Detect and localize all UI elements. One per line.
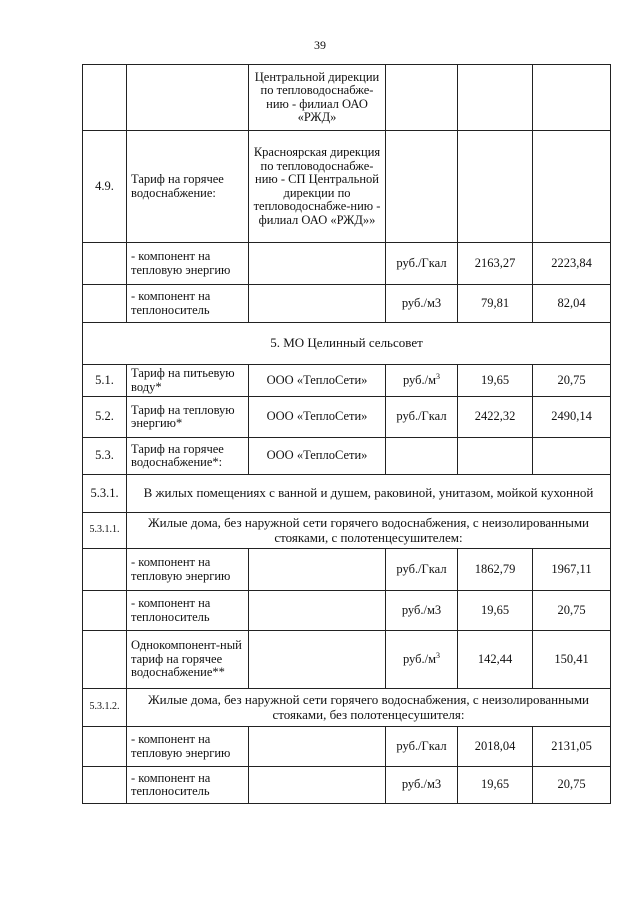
unit-cell: $руб./м^3$ [386, 631, 458, 689]
tariff-name: - компонент на теплоноситель [127, 285, 249, 323]
tariff-name: - компонент на теплоноситель [127, 767, 249, 804]
tariff-name: - компонент на тепловую энергию [127, 243, 249, 285]
value-2: 82,04 [533, 285, 611, 323]
section-row [83, 323, 611, 365]
value-1: 2018,04 [458, 727, 533, 767]
tariff-name: - компонент на тепловую энергию [127, 549, 249, 591]
value-2: 2131,05 [533, 727, 611, 767]
table-row [83, 727, 611, 767]
subsection-row [83, 689, 611, 727]
tariff-name: - компонент на тепловую энергию [127, 727, 249, 767]
row-number: 5.3.1. [83, 475, 127, 513]
tariff-table [82, 64, 611, 804]
table-row [83, 767, 611, 804]
value-2: 20,75 [533, 767, 611, 804]
table-row [83, 631, 611, 689]
value-1: 2422,32 [458, 397, 533, 438]
org-cell: ООО «ТеплоСети» [249, 438, 386, 475]
tariff-name: - компонент на теплоноситель [127, 591, 249, 631]
unit-cell: руб./Гкал [386, 549, 458, 591]
table-row [83, 397, 611, 438]
table-row [83, 65, 611, 131]
subsection-row [83, 475, 611, 513]
unit-cell: руб./м3 [386, 285, 458, 323]
table-row [83, 243, 611, 285]
table-row [83, 285, 611, 323]
value-2: 150,41 [533, 631, 611, 689]
value-2: 2223,84 [533, 243, 611, 285]
tariff-name: Тариф на тепловую энергию* [127, 397, 249, 438]
subsection-row [83, 513, 611, 549]
value-1: 19,65 [458, 767, 533, 804]
table-row [83, 549, 611, 591]
row-number: 4.9. [83, 131, 127, 243]
row-number: 5.2. [83, 397, 127, 438]
row-number: 5.3. [83, 438, 127, 475]
section-title: 5. МО Целинный сельсовет [83, 323, 611, 365]
org-cell: ООО «ТеплоСети» [249, 397, 386, 438]
unit-cell: руб./м3 [386, 591, 458, 631]
value-2: 2490,14 [533, 397, 611, 438]
unit-cell: руб./Гкал [386, 727, 458, 767]
value-1: 19,65 [458, 365, 533, 397]
value-1: 79,81 [458, 285, 533, 323]
subsection-title: В жилых помещениях с ванной и душем, раковиной, унитазом, мойкой кухонной [127, 475, 611, 513]
subsection-title: Жилые дома, без наружной сети горячего водоснабжения, с неизолированными стояками, с полотенцесушителем: [127, 513, 611, 549]
unit-cell: руб./Гкал [386, 243, 458, 285]
value-2: 1967,11 [533, 549, 611, 591]
row-number: 5.3.1.1. [83, 513, 127, 549]
unit-cell: руб./м3 [386, 767, 458, 804]
table-row [83, 131, 611, 243]
unit-cell: руб./Гкал [386, 397, 458, 438]
unit-cell: $руб./м^3$ [386, 365, 458, 397]
row-number: 5.3.1.2. [83, 689, 127, 727]
tariff-name: Однокомпонент-ный тариф на горячее водоснабжение** [127, 631, 249, 689]
page-number: 39 [314, 38, 326, 52]
value-1: 19,65 [458, 591, 533, 631]
subsection-title: Жилые дома, без наружной сети горячего водоснабжения, с неизолированными стояками, без полотенцесушителя: [127, 689, 611, 727]
tariff-name: Тариф на горячее водоснабжение*: [127, 438, 249, 475]
value-1: 2163,27 [458, 243, 533, 285]
org-cell: ООО «ТеплоСети» [249, 365, 386, 397]
value-2: 20,75 [533, 365, 611, 397]
org-cell: Красноярская дирекция по тепловодоснабже-нию - СП Центральной дирекции по тепловодоснабже-нию - филиал ОАО «РЖД»» [249, 131, 386, 243]
table-row [83, 438, 611, 475]
table-row [83, 591, 611, 631]
table-row [83, 365, 611, 397]
value-2: 20,75 [533, 591, 611, 631]
tariff-name: Тариф на горячее водоснабжение: [127, 131, 249, 243]
value-1: 1862,79 [458, 549, 533, 591]
value-1: 142,44 [458, 631, 533, 689]
org-cell: Центральной дирекции по тепловодоснабже-нию - филиал ОАО «РЖД» [249, 65, 386, 131]
row-number: 5.1. [83, 365, 127, 397]
tariff-name: Тариф на питьевую воду* [127, 365, 249, 397]
